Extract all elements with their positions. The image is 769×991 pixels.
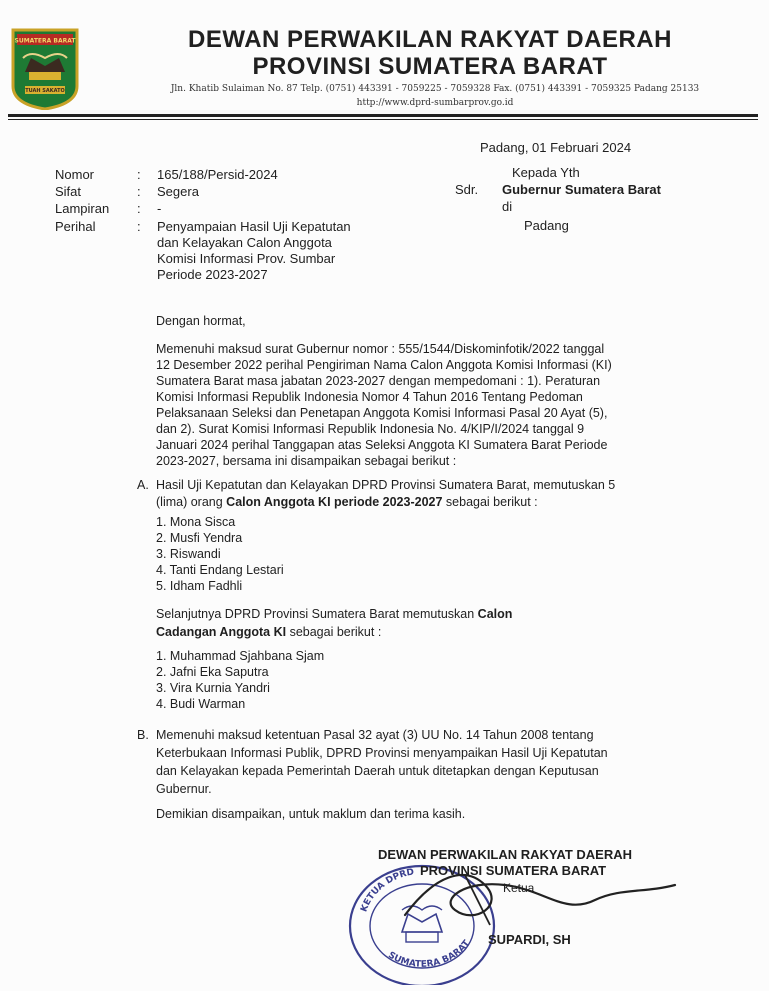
list-item: 2. Musfi Yendra: [156, 531, 243, 545]
intro-line: 2023-2027, bersama ini disampaikan sebagai berikut :: [156, 454, 457, 468]
logo-banner-text: SUMATERA BARAT: [14, 37, 76, 45]
meta-label: Sifat: [55, 184, 82, 199]
reserve-line2-post: sebagai berikut :: [286, 625, 382, 639]
recipient-salutation: Kepada Yth: [512, 165, 580, 180]
subject-continuation: dan Kelayakan Calon Anggota: [157, 235, 332, 250]
meta-colon: :: [137, 184, 141, 199]
section-b-marker: B.: [137, 728, 149, 742]
letterhead-address: [115, 82, 755, 110]
meta-value: Segera: [157, 184, 199, 199]
recipient-name: Gubernur Sumatera Barat: [502, 182, 661, 197]
recipient-sdr-label: Sdr.: [455, 182, 479, 197]
reserve-line2-bold: Cadangan Anggota KI: [156, 625, 287, 639]
intro-line: Sumatera Barat masa jabatan 2023-2027 dengan mempedomani : 1). Peraturan: [156, 374, 601, 388]
closing-sentence: Demikian disampaikan, untuk maklum dan terima kasih.: [156, 807, 466, 821]
address-line2: http://www.dprd-sumbarprov.go.id: [356, 98, 514, 108]
list-item: 4. Tanti Endang Lestari: [156, 563, 284, 577]
letterhead-rule-thin: [8, 119, 758, 120]
list-item: 2. Jafni Eka Saputra: [156, 665, 269, 679]
signature-institution-line2: PROVINSI SUMATERA BARAT: [420, 863, 607, 878]
section-b-line: Keterbukaan Informasi Publik, DPRD Provinsi menyampaikan Hasil Uji Kepatutan: [156, 746, 608, 760]
list-item: 4. Budi Warman: [156, 697, 246, 711]
section-b-line: Gubernur.: [156, 782, 212, 796]
section-b-line: dan Kelayakan kepada Pemerintah Daerah untuk ditetapkan dengan Keputusan: [156, 764, 599, 778]
reserve-intro-line2: [156, 624, 381, 640]
signature-institution-line1: DEWAN PERWAKILAN RAKYAT DAERAH: [378, 847, 632, 862]
section-a-line2-pre: (lima) orang: [156, 495, 227, 509]
stamp-text-top: KETUA DPRD: [359, 867, 415, 914]
intro-line: 12 Desember 2022 perihal Pengiriman Nama Calon Anggota Komisi Informasi (KI): [156, 358, 612, 372]
province-emblem-logo: [11, 28, 79, 110]
letterhead-title-line1: DEWAN PERWAKILAN RAKYAT DAERAH: [188, 26, 672, 53]
stamp-text-bottom: SUMATERA BARAT: [386, 938, 473, 970]
section-a-line1: Hasil Uji Kepatutan dan Kelayakan DPRD Provinsi Sumatera Barat, memutuskan 5: [156, 478, 616, 492]
meta-value: Penyampaian Hasil Uji Kepatutan: [157, 219, 351, 234]
meta-colon: :: [137, 167, 141, 182]
intro-line: dan 2). Surat Komisi Informasi Republik Indonesia No. 4/KIP/I/2024 tanggal 9: [156, 422, 585, 436]
letter-date: Padang, 01 Februari 2024: [480, 140, 632, 155]
recipient-city: Padang: [524, 218, 569, 233]
meta-label: Nomor: [55, 167, 95, 182]
list-item: 3. Vira Kurnia Yandri: [156, 681, 270, 695]
reserve-intro-line1: [156, 606, 512, 622]
greeting: Dengan hormat,: [156, 314, 246, 328]
letterhead-title-line2: PROVINSI SUMATERA BARAT: [252, 53, 608, 80]
list-item: 1. Mona Sisca: [156, 515, 236, 529]
meta-colon: :: [137, 219, 141, 234]
section-b-line: Memenuhi maksud ketentuan Pasal 32 ayat (3) UU No. 14 Tahun 2008 tentang: [156, 728, 594, 742]
letterhead-rule-thick: [8, 114, 758, 117]
section-a-line2-bold: Calon Anggota KI periode 2023-2027: [226, 495, 443, 509]
list-item: 3. Riswandi: [156, 547, 221, 561]
signatory-name: SUPARDI, SH: [488, 932, 571, 947]
reserve-line1-pre: Selanjutnya DPRD Provinsi Sumatera Barat memutuskan: [156, 607, 478, 621]
section-a-line2: [156, 494, 538, 510]
reserve-line1-bold: Calon: [477, 607, 513, 621]
list-item: 5. Idham Fadhli: [156, 579, 243, 593]
intro-line: Januari 2024 perihal Tanggapan atas Seleksi Anggota KI Sumatera Barat Periode: [156, 438, 608, 452]
meta-colon: :: [137, 201, 141, 216]
meta-value: -: [157, 201, 162, 216]
meta-label: Perihal: [55, 219, 96, 234]
meta-label: Lampiran: [55, 201, 110, 216]
address-line1: Jln. Khatib Sulaiman No. 87 Telp. (0751) 443391 - 7059225 - 7059328 Fax. (0751) 443391 - 7059325 Padang 25133: [170, 84, 700, 94]
section-a-marker: A.: [137, 478, 149, 492]
intro-line: Komisi Informasi Republik Indonesia Nomor 4 Tahun 2016 Tentang Pedoman: [156, 390, 583, 404]
list-item: 1. Muhammad Sjahbana Sjam: [156, 649, 325, 663]
signature-role: Ketua: [503, 881, 535, 895]
subject-continuation: Komisi Informasi Prov. Sumbar: [157, 251, 336, 266]
intro-line: Memenuhi maksud surat Gubernur nomor : 555/1544/Diskominfotik/2022 tanggal: [156, 342, 605, 356]
subject-continuation: Periode 2023-2027: [157, 267, 268, 282]
meta-value: 165/188/Persid-2024: [157, 167, 278, 182]
intro-line: Pelaksanaan Seleksi dan Penetapan Anggota Komisi Informasi Pasal 20 Ayat (5),: [156, 406, 608, 420]
recipient-di: di: [502, 199, 513, 214]
section-a-line2-post: sebagai berikut :: [442, 495, 538, 509]
logo-ribbon-text: TUAH SAKATO: [25, 88, 65, 94]
